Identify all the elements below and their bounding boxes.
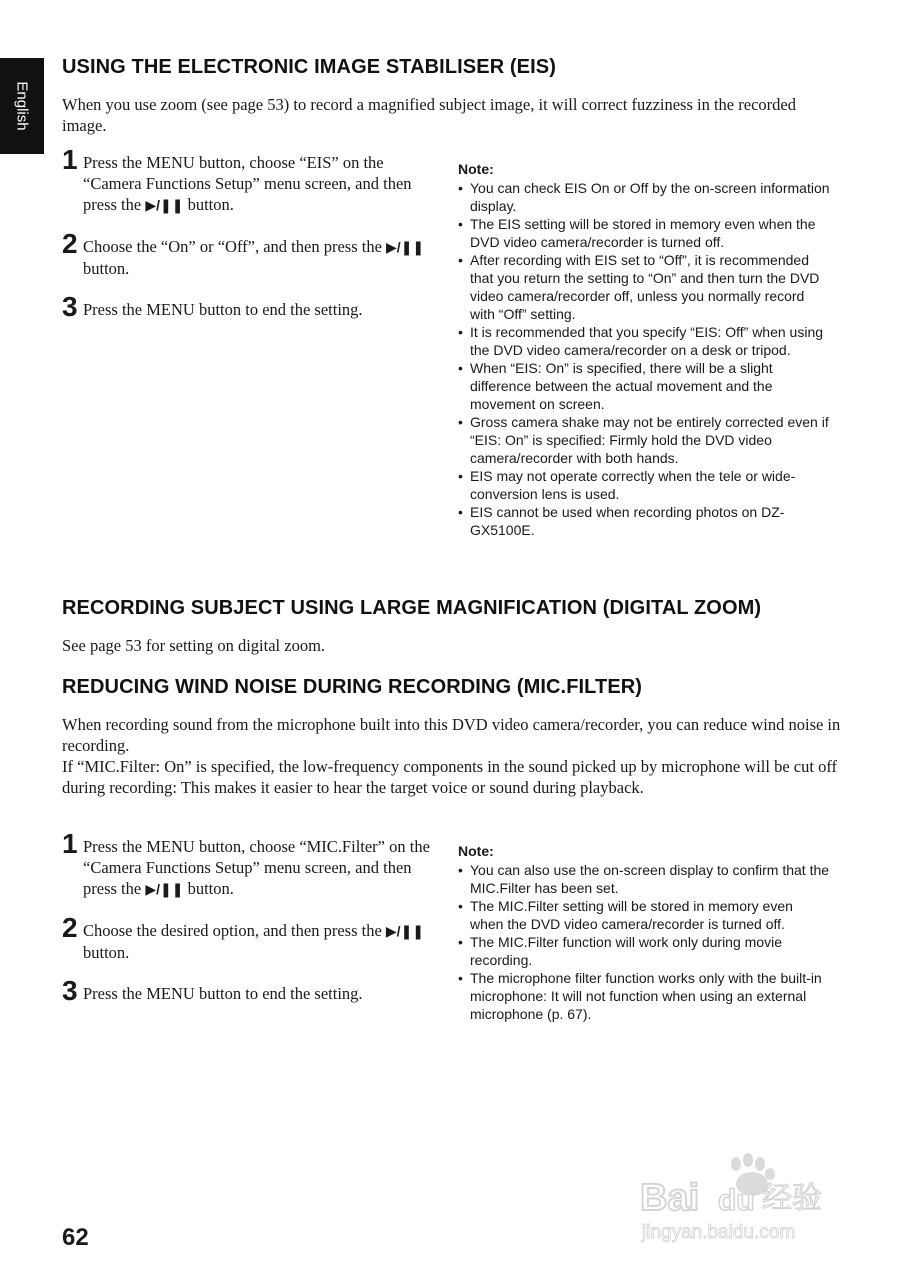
svg-text:经验: 经验 [762, 1181, 822, 1216]
note-label: Note: [458, 161, 494, 177]
svg-text:jingyan.baidu.com: jingyan.baidu.com [642, 1222, 796, 1243]
eis-note [458, 160, 830, 539]
step-number: 2 [62, 228, 78, 259]
note-label: Note: [458, 843, 494, 859]
mic-filter-intro-2: If “MIC.Filter: On” is specified, the low-frequency components in the sound picked up by microphone will be cut off during recording: This makes it easier to hear the target voice or sound during playback. [62, 757, 838, 797]
play-pause-icon: ▶/❚❚ [385, 923, 425, 939]
play-pause-icon: ▶/❚❚ [145, 197, 184, 213]
step-text-end: button. [187, 195, 234, 214]
note-item: • Gross camera shake may not be entirely corrected even if “EIS: On” is specified: Firmly hold the DVD video camera/recorder with both hands. [458, 413, 830, 467]
digital-zoom-heading: RECORDING SUBJECT USING LARGE MAGNIFICATION (DIGITAL ZOOM) [62, 597, 762, 619]
mic-filter-steps [62, 828, 434, 1006]
step-number: 3 [62, 975, 78, 1006]
baidu-watermark [640, 1150, 850, 1250]
note-item: • EIS may not operate correctly when the tele or wide-conversion lens is used. [458, 467, 830, 503]
svg-text:du: du [718, 1184, 755, 1217]
step-text: Press the MENU button to end the setting. [83, 984, 363, 1003]
mic-step-3 [62, 975, 434, 1006]
note-item: • After recording with EIS set to “Off”, it is recommended that you return the setting to “On” and then turn the DVD video camera/recorder off, unless you normally record with “Off” setting. [458, 251, 830, 323]
step-text-end: button. [83, 259, 130, 278]
step-text: Choose the “On” or “Off”, and then press the [83, 237, 382, 256]
play-pause-icon: ▶/❚❚ [145, 881, 184, 897]
language-tab-label: English [13, 81, 31, 131]
step-text: Press the MENU button, choose “MIC.Filter” on the “Camera Functions Setup” menu screen, and then press the [83, 837, 430, 898]
mic-filter-heading: REDUCING WIND NOISE DURING RECORDING (MIC.FILTER) [62, 676, 643, 698]
eis-steps [62, 144, 434, 322]
note-item: • The MIC.Filter setting will be stored in memory even when the DVD video camera/recorder is turned off. [458, 897, 830, 933]
eis-heading: USING THE ELECTRONIC IMAGE STABILISER (EIS) [62, 56, 556, 78]
step-number: 2 [62, 912, 78, 943]
note-item: • When “EIS: On” is specified, there will be a slight difference between the actual movement and the movement on screen. [458, 359, 830, 413]
step-text-end: button. [83, 943, 130, 962]
note-item: • It is recommended that you specify “EIS: Off” when using the DVD video camera/recorder on a desk or tripod. [458, 323, 830, 359]
note-item: • You can check EIS On or Off by the on-screen information display. [458, 179, 830, 215]
note-item: • You can also use the on-screen display to confirm that the MIC.Filter has been set. [458, 861, 830, 897]
eis-step-2 [62, 228, 434, 279]
digital-zoom-text: See page 53 for setting on digital zoom. [62, 636, 326, 655]
note-item: • The EIS setting will be stored in memory even when the DVD video camera/recorder is turned off. [458, 215, 830, 251]
language-tab [0, 58, 44, 154]
step-text: Press the MENU button, choose “EIS” on the “Camera Functions Setup” menu screen, and then press the [83, 153, 412, 214]
note-item: • The MIC.Filter function will work only during movie recording. [458, 933, 830, 969]
step-text: Press the MENU button to end the setting. [83, 300, 363, 319]
step-text-end: button. [187, 879, 234, 898]
mic-filter-note [458, 842, 830, 1023]
note-item: • EIS cannot be used when recording photos on DZ-GX5100E. [458, 503, 830, 539]
note-item: • The microphone filter function works only with the built-in microphone: It will not function when using an external microphone (p. 67). [458, 969, 830, 1023]
eis-note-list [458, 179, 830, 539]
play-pause-icon: ▶/❚❚ [386, 239, 425, 255]
eis-step-1 [62, 144, 434, 216]
svg-text:Bai: Bai [640, 1177, 700, 1219]
step-text: Choose the desired option, and then press the [83, 921, 382, 940]
eis-step-3 [62, 291, 434, 322]
step-number: 1 [62, 144, 78, 175]
mic-step-2 [62, 912, 434, 963]
step-number: 1 [62, 828, 78, 859]
mic-step-1 [62, 828, 434, 900]
page-number: 62 [62, 1224, 89, 1251]
mic-filter-note-list [458, 861, 830, 1023]
mic-filter-intro-1: When recording sound from the microphone built into this DVD video camera/recorder, you can reduce wind noise in recording. [62, 715, 841, 755]
eis-intro: When you use zoom (see page 53) to record a magnified subject image, it will correct fuzziness in the recorded image. [62, 95, 796, 135]
step-number: 3 [62, 291, 78, 322]
